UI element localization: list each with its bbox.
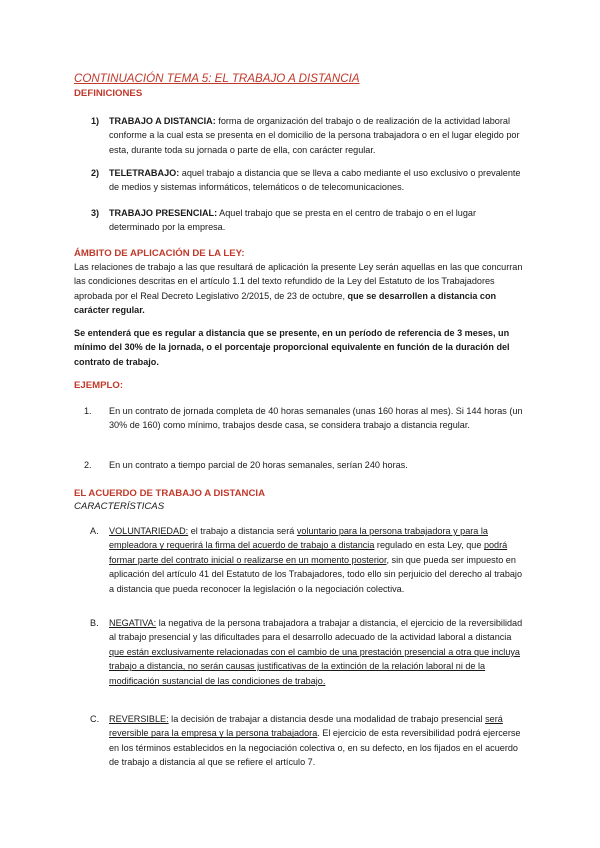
ejemplo-number-2: 2.: [84, 460, 92, 470]
definitions-heading: DEFINICIONES: [74, 88, 143, 99]
caracteristica-letter-c: C.: [90, 714, 100, 724]
ambito-heading: ÁMBITO DE APLICACIÓN DE LA LEY:: [74, 248, 245, 259]
ambito-paragraph-2: Se entenderá que es regular a distancia que se presente, en un período de referencia de 3 meses, un mínimo del 30% de la jornada, o el porcentaje proporcional equivalente en función de la duración del contrato de trabajo.: [74, 328, 510, 367]
ejemplo-item-1: En un contrato de jornada completa de 40 horas semanales (unas 160 horas al mes). Si 144 horas (un 30% de 160) como mínimo, trabajos desde casa, se considera trabajo a distancia regular.: [109, 406, 523, 431]
caracteristica-reversible: REVERSIBLE: la decisión de trabajar a distancia desde una modalidad de trabajo presencial será reversible para la empresa y la persona trabajadora. El ejercicio de esta reversibilidad podrá ejercerse en los términos establecidos en la negociación colectiva o, en su defecto, en los fijados en el acuerdo de trabajo a distancia al que se refiere el artículo 7.: [109, 714, 521, 768]
definition-teletrabajo: TELETRABAJO: aquel trabajo a distancia que se lleva a cabo mediante el uso exclusivo o prevalente de medios y sistemas informáticos, telemáticos o de telecomunicaciones.: [109, 168, 521, 193]
caracteristica-letter-b: B.: [90, 618, 99, 628]
caracteristica-letter-a: A.: [90, 526, 99, 536]
ejemplo-item-2: En un contrato a tiempo parcial de 20 horas semanales, serían 240 horas.: [109, 460, 408, 470]
acuerdo-heading: EL ACUERDO DE TRABAJO A DISTANCIA: [74, 488, 265, 499]
ambito-paragraph-1: Las relaciones de trabajo a las que resultará de aplicación la presente Ley serán aquellas en las que concurran las condiciones descritas en el artículo 1.1 del texto refundido de la Ley del Estatuto de los Trabajadores aprobada por el Real Decreto Legislativo 2/2015, de 23 de octubre, que se desarrollen a distancia con carácter regular.: [74, 262, 523, 316]
definition-number-2: 2): [91, 168, 100, 178]
definition-number-3: 3): [91, 208, 100, 218]
definition-number-1: 1): [91, 116, 100, 126]
document-title: CONTINUACIÓN TEMA 5: EL TRABAJO A DISTANCIA: [74, 72, 360, 85]
ejemplo-heading: EJEMPLO:: [74, 380, 124, 391]
ejemplo-number-1: 1.: [84, 406, 92, 416]
caracteristica-negativa: NEGATIVA: la negativa de la persona trabajadora a trabajar a distancia, el ejercicio de la reversibilidad al trabajo presencial y las dificultades para el desarrollo adecuado de la actividad laboral a distancia que están exclusivamente relacionadas con el cambio de una prestación presencial a otra que incluya trabajo a distancia, no serán causas justificativas de la extinción de la relación laboral ni de la modificación sustancial de las condiciones de trabajo.: [109, 618, 523, 686]
definition-trabajo-a-distancia: TRABAJO A DISTANCIA: forma de organización del trabajo o de realización de la actividad laboral conforme a la cual esta se presenta en el domicilio de la persona trabajadora o en el lugar elegido por esta, durante toda su jornada o parte de ella, con carácter regular.: [109, 116, 520, 155]
caracteristicas-subheading: CARACTERÍSTICAS: [74, 501, 165, 512]
caracteristica-voluntariedad: VOLUNTARIEDAD: el trabajo a distancia será voluntario para la persona trabajadora y para la empleadora y requerirá la firma del acuerdo de trabajo a distancia regulado en esta Ley, que podrá formar parte del contrato inicial o realizarse en un momento posterior, sin que pueda ser impuesto en aplicación del artículo 41 del Estatuto de los Trabajadores, todo ello sin perjuicio del derecho al trabajo a distancia que pueda reconocer la legislación o la negociación colectiva.: [109, 526, 523, 594]
definition-trabajo-presencial: TRABAJO PRESENCIAL: Aquel trabajo que se presta en el centro de trabajo o en el lugar determinado por la empresa.: [109, 208, 476, 233]
